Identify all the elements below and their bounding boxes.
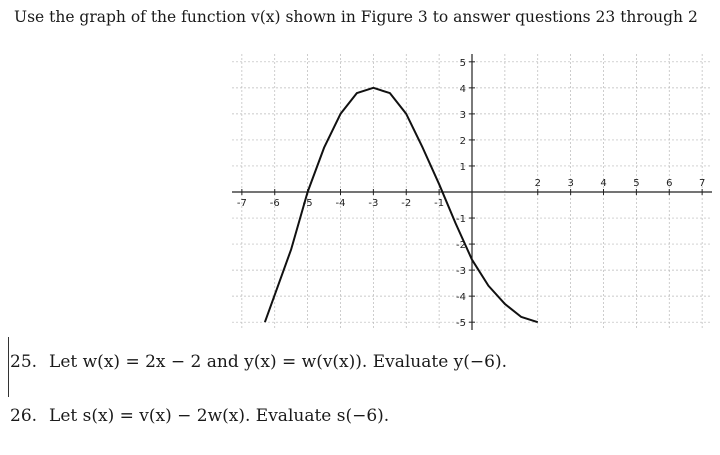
axes bbox=[232, 54, 712, 330]
x-tick-label: 7 bbox=[698, 178, 706, 189]
x-tick-label: 6 bbox=[666, 178, 673, 189]
question-25 bbox=[10, 352, 507, 372]
y-tick-label: -2 bbox=[456, 240, 466, 252]
question-26-number: 26. bbox=[10, 406, 38, 426]
question-25-text: Let w(x) = 2x − 2 and y(x) = w(v(x)). Evaluate y(−6). bbox=[49, 352, 508, 372]
y-tick-label: 5 bbox=[459, 57, 466, 69]
x-tick-label: -4 bbox=[335, 198, 346, 209]
x-tick-label: 3 bbox=[567, 178, 574, 189]
x-tick-label: 5 bbox=[633, 178, 640, 189]
y-tick-label: 3 bbox=[459, 109, 466, 121]
x-tick-label: -5 bbox=[302, 198, 313, 209]
x-tick-label: 4 bbox=[600, 178, 607, 189]
x-tick-label: -1 bbox=[434, 198, 445, 209]
y-tick-label: -4 bbox=[456, 292, 466, 304]
y-tick-label: 1 bbox=[459, 161, 466, 173]
question-25-number: 25. bbox=[10, 352, 38, 372]
y-tick-label: -1 bbox=[456, 214, 466, 226]
x-tick-label: 2 bbox=[534, 178, 541, 189]
margin-line bbox=[8, 337, 9, 397]
x-tick-label: -2 bbox=[401, 198, 412, 209]
question-26-text: Let s(x) = v(x) − 2w(x). Evaluate s(−6). bbox=[49, 406, 390, 426]
x-tick-label: -3 bbox=[368, 198, 379, 209]
x-tick-label: -6 bbox=[269, 198, 280, 209]
function-graph bbox=[232, 54, 712, 330]
y-tick-label: -3 bbox=[456, 266, 466, 278]
x-tick-label: -7 bbox=[236, 198, 247, 209]
question-26 bbox=[10, 406, 389, 426]
instructions-text: Use the graph of the function v(x) shown in Figure 3 to answer questions 23 through 2 bbox=[14, 8, 698, 26]
y-tick-label: -5 bbox=[456, 318, 466, 330]
y-tick-label: 4 bbox=[459, 83, 466, 95]
y-tick-label: 2 bbox=[459, 135, 466, 147]
